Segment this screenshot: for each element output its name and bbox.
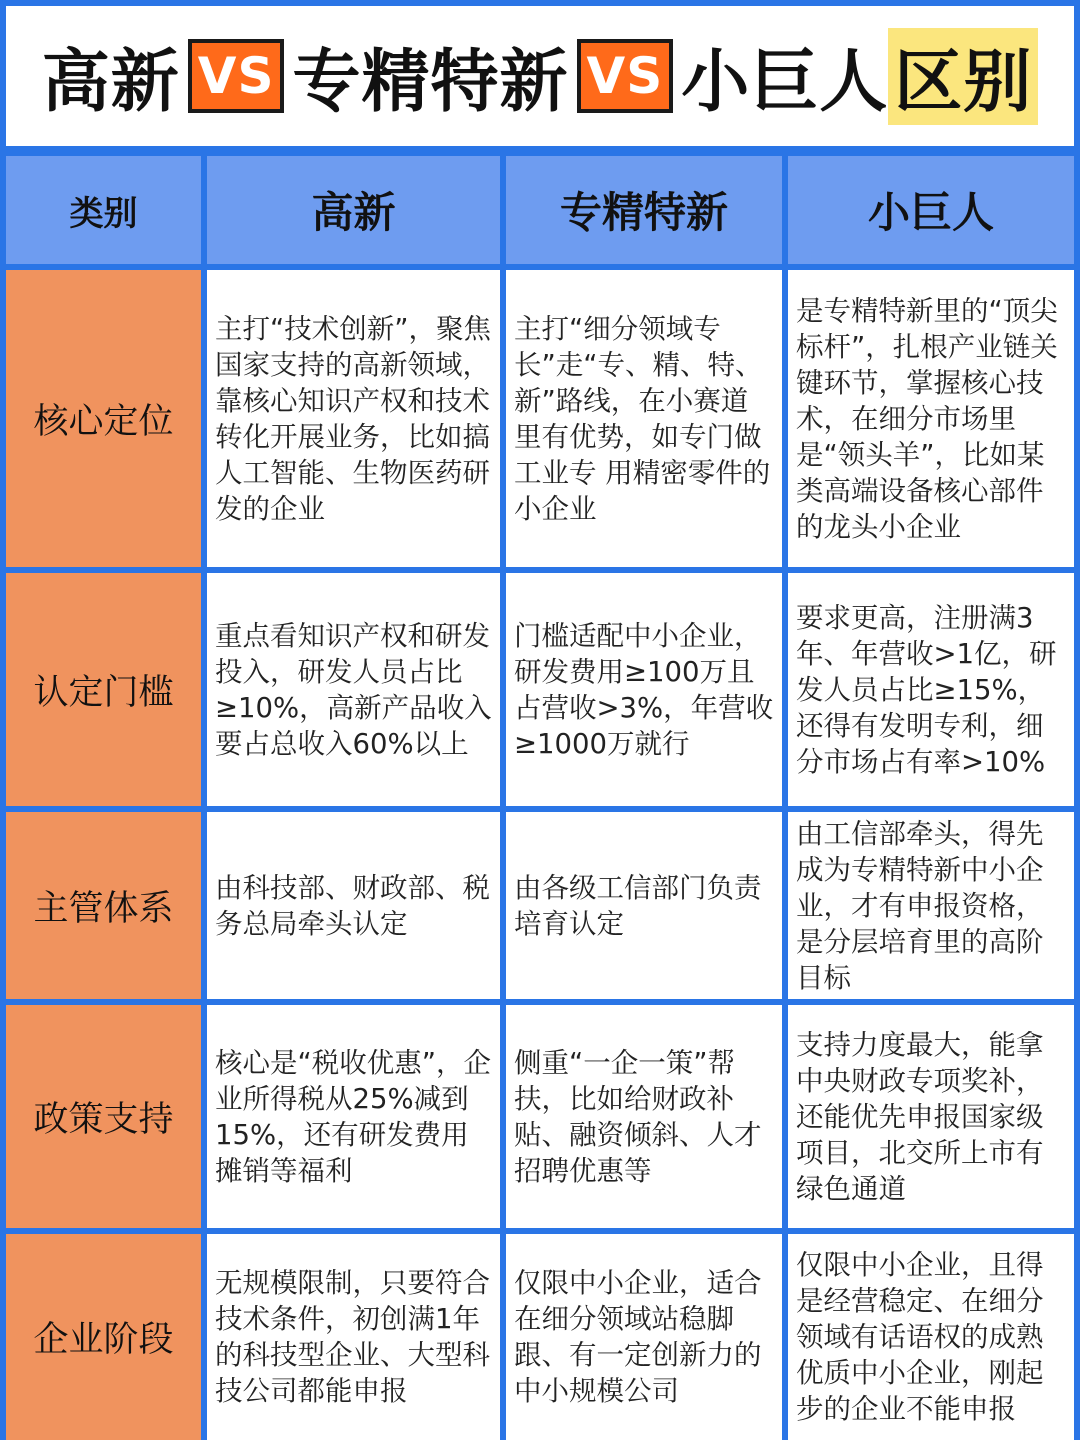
cell-text: 重点看知识产权和研发投入，研发人员占比≥10%，高新产品收入要占总收入60%以上 — [215, 619, 492, 760]
title-part-zhuanjingtexin: 专精特新 — [292, 42, 569, 122]
row-category: 核心定位 — [6, 270, 201, 567]
table-cell-zhuanjingtexin — [506, 270, 782, 567]
title-bar — [6, 6, 1074, 146]
cell-text: 要求更高，注册满3年、年营收>1亿，研发人员占比≥15%，还得有发明专利，细分市场占有率>10% — [796, 601, 1057, 778]
cell-text: 主打“技术创新”，聚焦国家支持的高新领域，靠核心知识产权和技术转化开展业务，比如搞人工智能、生物医药研发的企业 — [215, 312, 491, 525]
cell-text: 无规模限制，只要符合技术条件，初创满1年的科技型企业、大型科技公司都能申报 — [215, 1267, 490, 1407]
cell-text: 核心是“税收优惠”，企业所得税从25%减到15%，还有研发费用摊销等福利 — [215, 1046, 491, 1187]
row-category: 企业阶段 — [6, 1234, 201, 1440]
table-cell-gaoxin — [207, 573, 500, 806]
header-gaoxin: 高新 — [207, 156, 500, 264]
page-title — [42, 28, 1039, 125]
table-cell-xiaojuren — [788, 270, 1074, 567]
title-part-xiaojuren: 小巨人 — [681, 42, 889, 122]
comparison-table — [0, 150, 1080, 1440]
table-cell-gaoxin — [207, 270, 500, 567]
cell-text: 由科技部、财政部、税务总局牵头认定 — [215, 871, 490, 940]
cell-text: 支持力度最大，能拿中央财政专项奖补，还能优先申报国家级项目，北交所上市有绿色通道 — [796, 1028, 1044, 1205]
header-xiaojuren: 小巨人 — [788, 156, 1074, 264]
vs-badge: VS — [188, 39, 285, 113]
table-cell-zhuanjingtexin — [506, 1234, 782, 1440]
header-zhuanjingtexin: 专精特新 — [506, 156, 782, 264]
table-cell-zhuanjingtexin — [506, 812, 782, 999]
table-cell-zhuanjingtexin — [506, 573, 782, 806]
table-cell-xiaojuren — [788, 1234, 1074, 1440]
row-category: 认定门槛 — [6, 573, 201, 806]
row-category: 政策支持 — [6, 1005, 201, 1228]
cell-text: 由工信部牵头，得先成为专精特新中小企业，才有申报资格，是分层培育里的高阶目标 — [796, 817, 1044, 994]
table-cell-gaoxin — [207, 1005, 500, 1228]
vs-badge: VS — [577, 39, 674, 113]
title-highlight: 区别 — [888, 28, 1038, 125]
cell-text: 仅限中小企业，适合在细分领域站稳脚跟、有一定创新力的中小规模公司 — [514, 1267, 762, 1407]
header-category: 类别 — [6, 156, 201, 264]
cell-text: 主打“细分领域专长”走“专、精、特、新”路线，在小赛道里有优势，如专门做工业专 用精密零件的小企业 — [514, 312, 771, 525]
table-cell-xiaojuren — [788, 573, 1074, 806]
title-part-gaoxin: 高新 — [41, 42, 180, 122]
cell-text: 门槛适配中小企业，研发费用≥100万且占营收>3%，年营收≥1000万就行 — [514, 619, 774, 760]
row-category: 主管体系 — [6, 812, 201, 999]
cell-text: 由各级工信部门负责培育认定 — [514, 871, 762, 940]
cell-text: 是专精特新里的“顶尖标杆”，扎根产业链关键环节，掌握核心技术，在细分市场里是“领头羊”，比如某类高端设备核心部件的龙头小企业 — [796, 294, 1058, 543]
table-cell-zhuanjingtexin — [506, 1005, 782, 1228]
table-cell-xiaojuren — [788, 812, 1074, 999]
table-cell-xiaojuren — [788, 1005, 1074, 1228]
table-cell-gaoxin — [207, 812, 500, 999]
table-cell-gaoxin — [207, 1234, 500, 1440]
cell-text: 侧重“一企一策”帮扶，比如给财政补贴、融资倾斜、人才招聘优惠等 — [514, 1046, 762, 1187]
cell-text: 仅限中小企业，且得是经营稳定、在细分领域有话语权的成熟优质中小企业，刚起步的企业不能申报 — [796, 1249, 1044, 1425]
